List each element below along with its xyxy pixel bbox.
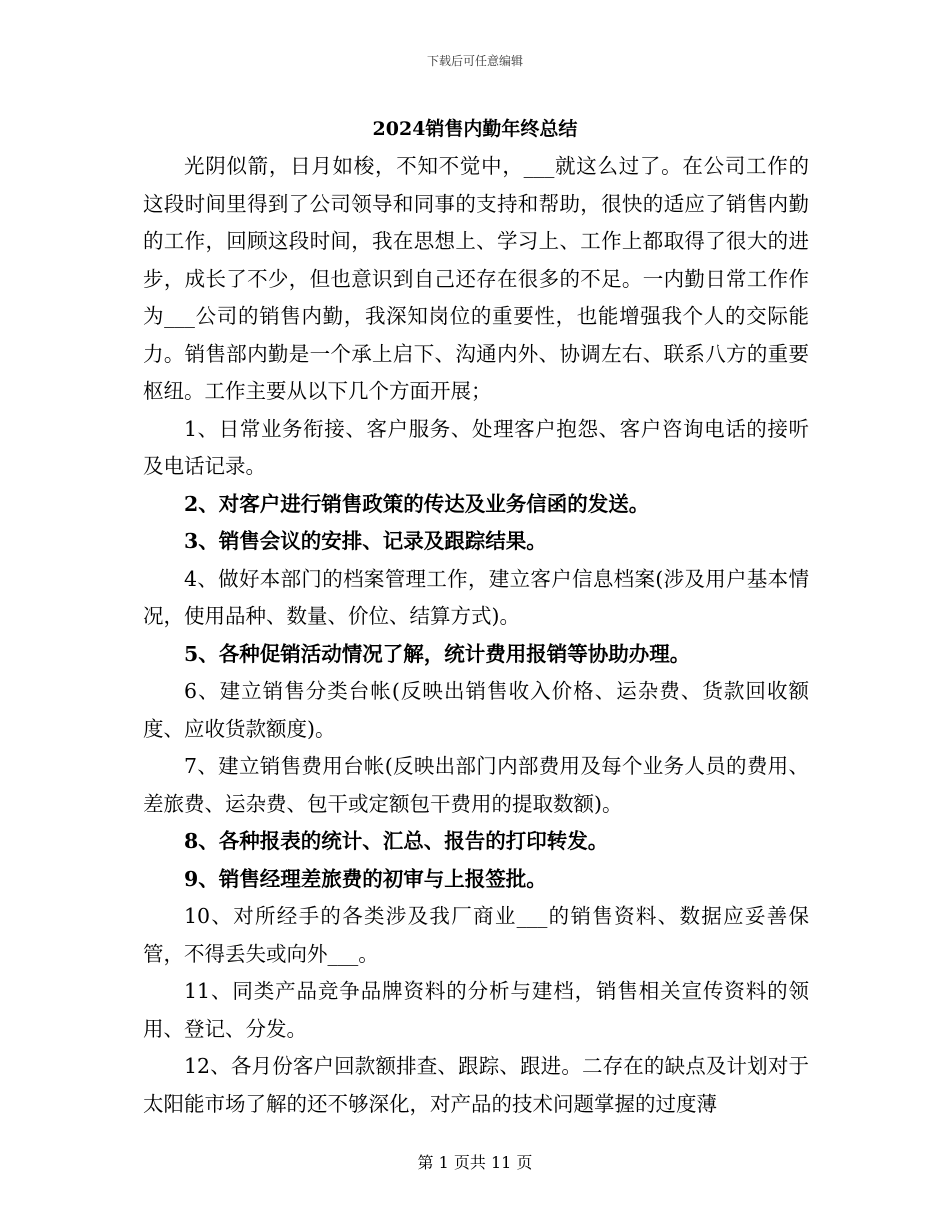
list-item-8: 8、各种报表的统计、汇总、报告的打印转发。 — [184, 829, 609, 853]
document-body — [143, 148, 809, 1123]
list-item-9: 9、销售经理差旅费的初审与上报签批。 — [184, 866, 547, 891]
page-header: 下载后可任意编辑 — [426, 54, 523, 68]
list-item-10: 10、对所经手的各类涉及我厂商业___的销售资料、数据应妥善保管，不得丢失或向外___。 — [143, 904, 809, 966]
list-item-2: 2、对客户进行销售政策的传达及业务信函的发送。 — [184, 491, 650, 516]
list-item-5: 5、各种促销活动情况了解，统计费用报销等协助办理。 — [184, 641, 691, 666]
list-item-7: 7、建立销售费用台帐(反映出部门内部费用及每个业务人员的费用、差旅费、运杂费、包干或定额包干费用的提取数额)。 — [143, 754, 809, 816]
list-item-4: 4、做好本部门的档案管理工作，建立客户信息档案(涉及用户基本情况，使用品种、数量、价位、结算方式)。 — [143, 566, 809, 628]
document-title: 2024销售内勤年终总结 — [372, 118, 578, 140]
paragraph-intro: 光阴似箭，日月如梭，不知不觉中，___就这么过了。在公司工作的这段时间里得到了公司领导和同事的支持和帮助，很快的适应了销售内勤的工作，回顾这段时间，我在思想上、学习上、工作上都取得了很大的进步，成长了不少，但也意识到自己还存在很多的不足。一内勤日常工作作为___公司的销售内勤，我深知岗位的重要性，也能增强我个人的交际能力。销售部内勤是一个承上启下、沟通内外、协调左右、联系八方的重要枢纽。工作主要从以下几个方面开展； — [143, 154, 809, 403]
list-item-6: 6、建立销售分类台帐(反映出销售收入价格、运杂费、货款回收额度、应收货款额度)。 — [143, 679, 809, 741]
page-footer: 第 1 页共 11 页 — [417, 1153, 533, 1172]
list-item-12: 12、各月份客户回款额排查、跟踪、跟进。二存在的缺点及计划对于太阳能市场了解的还不够深化，对产品的技术问题掌握的过度薄 — [143, 1054, 809, 1116]
list-item-1: 1、日常业务衔接、客户服务、处理客户抱怨、客户咨询电话的接听及电话记录。 — [143, 416, 809, 478]
list-item-11: 11、同类产品竞争品牌资料的分析与建档，销售相关宣传资料的领用、登记、分发。 — [143, 979, 809, 1041]
list-item-3: 3、销售会议的安排、记录及跟踪结果。 — [184, 529, 547, 553]
